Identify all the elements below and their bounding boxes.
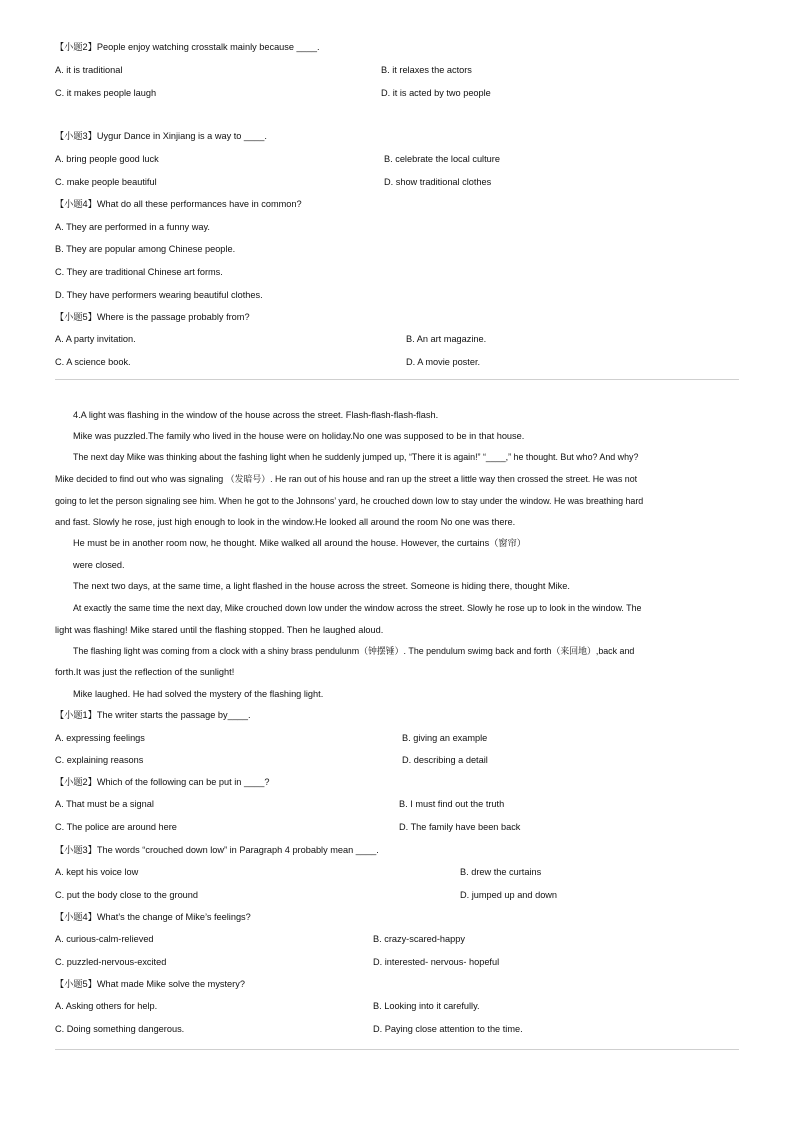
passage-line: light was flashing! Mike stared until the flashing stopped. Then he laughed aloud. [55, 625, 384, 635]
option-a: A. Asking others for help. [55, 1001, 158, 1011]
question-stem: 【小题4】What do all these performances have in common? [55, 199, 302, 209]
option-c: C. explaining reasons [55, 755, 144, 765]
section-divider [55, 379, 739, 380]
passage-paragraph: 4.A light was flashing in the window of the house across the street. Flash-flash-flash-flash. [73, 410, 439, 420]
option-b: B. I must find out the truth [399, 799, 505, 809]
option-b: B. celebrate the local culture [384, 154, 500, 164]
option-a: A. it is traditional [55, 65, 123, 75]
passage-paragraph: Mike was puzzled.The family who lived in the house were on holiday.No one was supposed to be in that house. [73, 431, 525, 441]
passage-paragraph: The flashing light was coming from a clock with a shiny brass pendulunm（钟摆锤）. The pendulum swimg back and forth（来回地）,back and [73, 646, 635, 656]
option-c: C. puzzled-nervous-excited [55, 957, 167, 967]
option-d: D. it is acted by two people [381, 88, 491, 98]
option-b: B. Looking into it carefully. [373, 1001, 480, 1011]
passage-line: were closed. [73, 560, 125, 570]
question-stem: 【小题2】Which of the following can be put in ____? [55, 777, 270, 787]
option-a: A. They are performed in a funny way. [55, 222, 210, 232]
question-stem: 【小题3】The words “crouched down low” in Paragraph 4 probably mean ____. [55, 845, 379, 855]
option-c: C. make people beautiful [55, 177, 157, 187]
question-stem: 【小题1】The writer starts the passage by____. [55, 710, 251, 720]
passage-paragraph: He must be in another room now, he thought. Mike walked all around the house. However, the curtains（窗帘） [73, 538, 526, 548]
option-d: D. The family have been back [399, 822, 521, 832]
option-d: D. show traditional clothes [384, 177, 492, 187]
option-a: A. expressing feelings [55, 733, 145, 743]
option-c: C. put the body close to the ground [55, 890, 199, 900]
option-b: B. They are popular among Chinese people. [55, 244, 236, 254]
option-a: A. That must be a signal [55, 799, 154, 809]
option-b: B. crazy-scared-happy [373, 934, 465, 944]
passage-paragraph: The next day Mike was thinking about the fashing light when he suddenly jumped up, “There it is again!” “____,” he thought. But who? And why? [73, 452, 639, 462]
question-stem: 【小题5】What made Mike solve the mystery? [55, 979, 245, 989]
option-d: D. jumped up and down [460, 890, 558, 900]
passage-line: forth.It was just the reflection of the sunlight! [55, 667, 235, 677]
option-d: D. They have performers wearing beautiful clothes. [55, 290, 263, 300]
option-a: A. bring people good luck [55, 154, 159, 164]
option-a: A. curious-calm-relieved [55, 934, 154, 944]
option-b: B. An art magazine. [406, 334, 487, 344]
option-c: C. Doing something dangerous. [55, 1024, 185, 1034]
option-d: D. describing a detail [402, 755, 488, 765]
question-stem: 【小题5】Where is the passage probably from? [55, 312, 250, 322]
option-d: D. Paying close attention to the time. [373, 1024, 523, 1034]
passage-line: Mike decided to find out who was signaling （发暗号）. He ran out of his house and ran up the street a little way then crossed the street. He was not [55, 474, 638, 484]
question-stem: 【小题2】People enjoy watching crosstalk mainly because ____. [55, 42, 320, 52]
option-d: D. A movie poster. [406, 357, 481, 367]
passage-paragraph: The next two days, at the same time, a light flashed in the house across the street. Someone is hiding there, thought Mike. [73, 581, 570, 591]
option-d: D. interested- nervous- hopeful [373, 957, 500, 967]
passage-paragraph: At exactly the same time the next day, Mike crouched down low under the window across the street. Slowly he rose up to look in the window. The [73, 603, 642, 613]
option-c: C. A science book. [55, 357, 131, 367]
option-b: B. it relaxes the actors [381, 65, 472, 75]
option-c: C. They are traditional Chinese art forms. [55, 267, 223, 277]
option-c: C. it makes people laugh [55, 88, 157, 98]
option-a: A. kept his voice low [55, 867, 139, 877]
passage-line: and fast. Slowly he rose, just high enough to look in the window.He looked all around the room No one was there. [55, 517, 516, 527]
question-stem: 【小题3】Uygur Dance in Xinjiang is a way to ____. [55, 131, 267, 141]
option-b: B. drew the curtains [460, 867, 542, 877]
option-b: B. giving an example [402, 733, 488, 743]
option-a: A. A party invitation. [55, 334, 136, 344]
passage-paragraph: Mike laughed. He had solved the mystery of the flashing light. [73, 689, 324, 699]
question-stem: 【小题4】What’s the change of Mike’s feelings? [55, 912, 251, 922]
option-c: C. The police are around here [55, 822, 177, 832]
passage-line: going to let the person signaling see him. When he got to the Johnsons’ yard, he crouched down low to stay under the window. He was breathing hard [55, 496, 644, 506]
section-divider [55, 1049, 739, 1050]
